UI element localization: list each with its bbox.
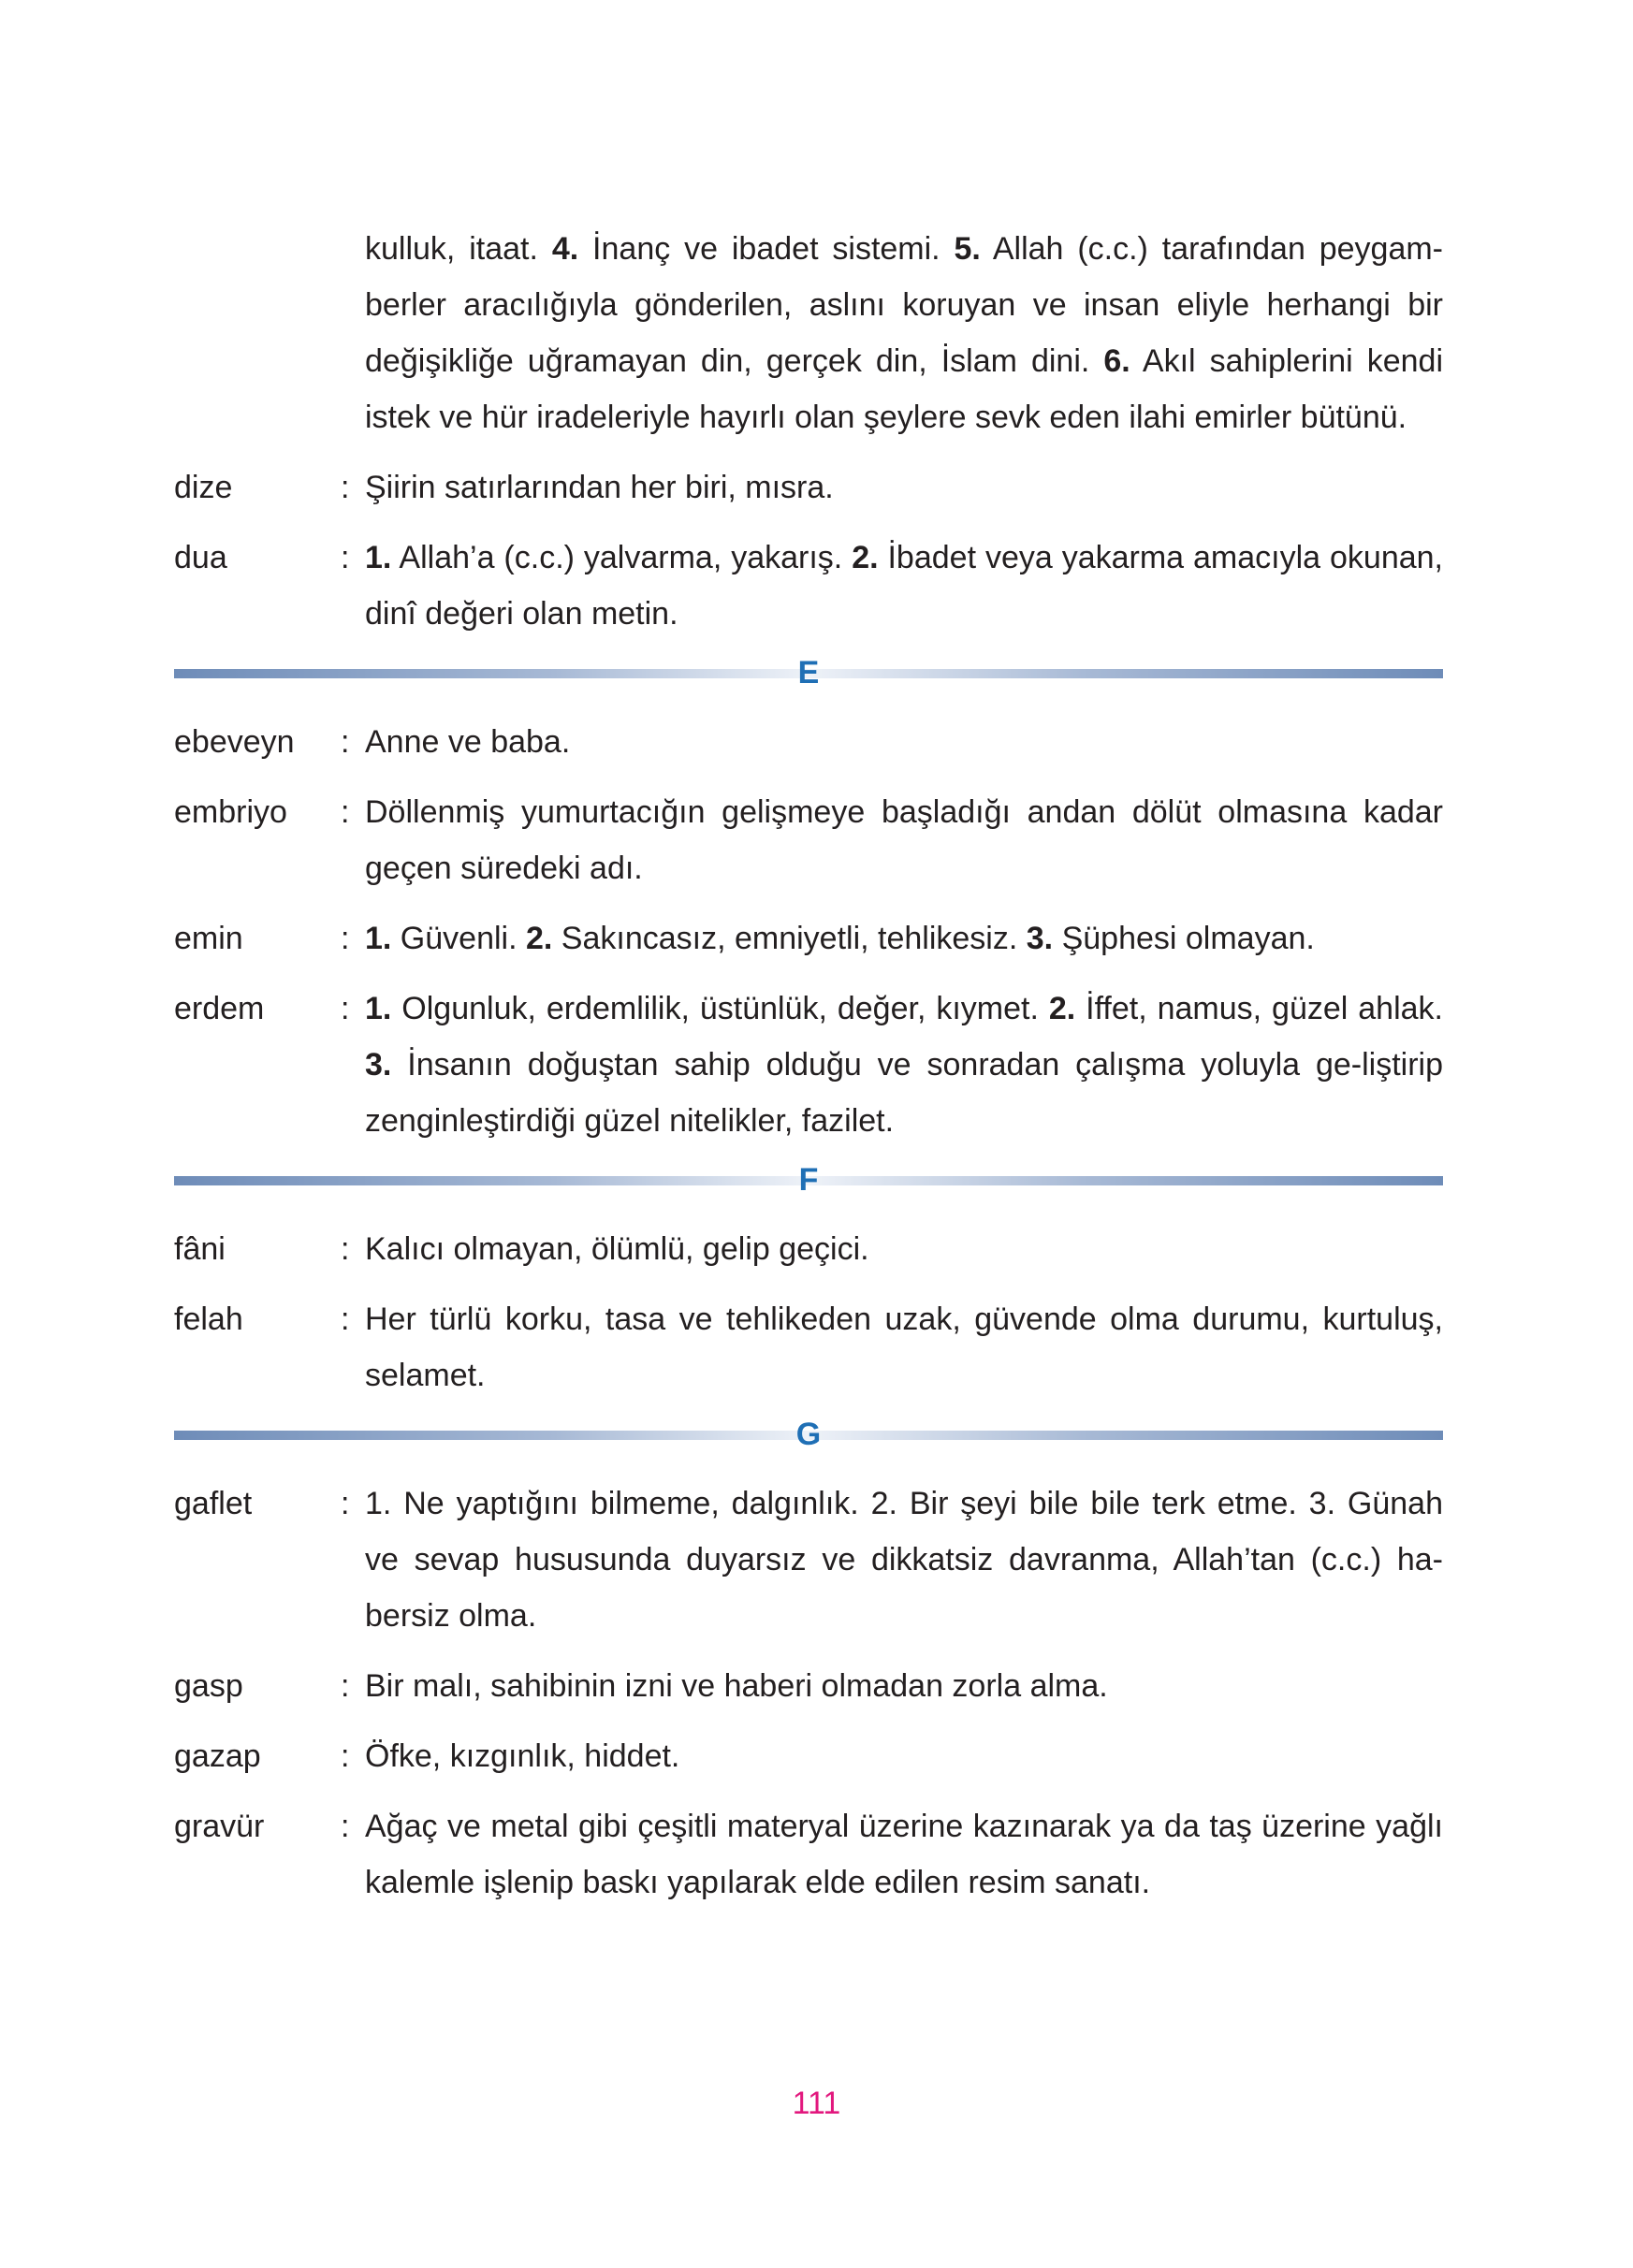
glossary-entry <box>174 784 1443 896</box>
section-letter: E <box>797 655 820 691</box>
continued-entry <box>174 221 1443 445</box>
entry-colon: : <box>341 470 350 505</box>
entry-colon: : <box>341 991 350 1026</box>
entry-term: gaflet <box>174 1486 253 1521</box>
glossary-entry <box>174 530 1443 642</box>
glossary-entry <box>174 910 1443 967</box>
entry-term: erdem <box>174 991 265 1026</box>
entry-colon: : <box>341 1231 350 1267</box>
section-divider-f <box>174 1163 1443 1200</box>
entry-definition: Öfke, kızgınlık, hiddet. <box>365 1738 680 1774</box>
entry-colon: : <box>341 1668 350 1704</box>
section-letter: F <box>798 1162 819 1198</box>
entry-definition: Anne ve baba. <box>365 724 571 760</box>
entry-term: dize <box>174 470 233 505</box>
continued-definition: kulluk, itaat. 4. İnanç ve ibadet sistemi. 5. Allah (c.c.) tarafından peygam-berler aracılığıyla gönderilen, aslını koruyan ve insan eliyle herhangi bir değişikliğe uğramayan din, gerçek din, İslam dini. 6. Akıl sahiplerini kendi istek ve hür iradeleriyle hayırlı olan şeylere sevk eden ilahi emirler bütünü. <box>365 231 1443 435</box>
entry-definition: 1. Allah’a (c.c.) yalvarma, yakarış. 2. İbadet veya yakarma amacıyla okunan, dinî değeri olan metin. <box>365 540 1443 632</box>
entry-term: felah <box>174 1301 243 1337</box>
entry-colon: : <box>341 1301 350 1337</box>
glossary-entry <box>174 1221 1443 1277</box>
glossary-entry <box>174 459 1443 516</box>
entry-colon: : <box>341 1738 350 1774</box>
entry-term: gravür <box>174 1809 265 1844</box>
entry-colon: : <box>341 724 350 760</box>
glossary-entry <box>174 981 1443 1149</box>
section-divider-g <box>174 1418 1443 1455</box>
glossary-entry <box>174 1658 1443 1714</box>
entry-term: fâni <box>174 1231 226 1267</box>
glossary-entry <box>174 714 1443 770</box>
entry-term: embriyo <box>174 794 287 830</box>
page-number: 111 <box>792 2086 841 2121</box>
entry-definition: Şiirin satırlarından her biri, mısra. <box>365 470 834 505</box>
entry-definition: 1. Olgunluk, erdemlilik, üstünlük, değer, kıymet. 2. İffet, namus, güzel ahlak. 3. İnsanın doğuştan sahip olduğu ve sonradan çalışma yoluyla ge-liştirip zenginleştirdiği güzel nitelikler, fazilet. <box>365 991 1443 1139</box>
entry-colon: : <box>341 794 350 830</box>
entry-term: emin <box>174 921 243 956</box>
entry-definition: Döllenmiş yumurtacığın gelişmeye başladığı andan dölüt olmasına kadar geçen süredeki adı. <box>365 794 1443 886</box>
entry-colon: : <box>341 1809 350 1844</box>
entry-definition: Bir malı, sahibinin izni ve haberi olmadan zorla alma. <box>365 1668 1108 1704</box>
entry-definition: 1. Güvenli. 2. Sakıncasız, emniyetli, tehlikesiz. 3. Şüphesi olmayan. <box>365 921 1315 956</box>
section-letter: G <box>795 1417 822 1452</box>
entry-colon: : <box>341 1486 350 1521</box>
glossary-entry <box>174 1476 1443 1644</box>
entry-term: dua <box>174 540 227 575</box>
entry-definition: Her türlü korku, tasa ve tehlikeden uzak, güvende olma durumu, kurtuluş, selamet. <box>365 1301 1443 1393</box>
entry-term: ebeveyn <box>174 724 295 760</box>
glossary-entry <box>174 1798 1443 1911</box>
entry-term: gasp <box>174 1668 243 1704</box>
glossary-entry <box>174 1291 1443 1403</box>
entry-definition: Ağaç ve metal gibi çeşitli materyal üzerine kazınarak ya da taş üzerine yağlı kalemle işlenip baskı yapılarak elde edilen resim sanatı. <box>365 1809 1443 1900</box>
glossary-content <box>174 221 1443 1925</box>
entry-colon: : <box>341 540 350 575</box>
entry-term: gazap <box>174 1738 261 1774</box>
section-divider-e <box>174 656 1443 693</box>
entry-definition: Kalıcı olmayan, ölümlü, gelip geçici. <box>365 1231 869 1267</box>
glossary-entry <box>174 1728 1443 1784</box>
entry-colon: : <box>341 921 350 956</box>
entry-definition: 1. Ne yaptığını bilmeme, dalgınlık. 2. Bir şeyi bile bile terk etme. 3. Günah ve sevap hususunda duyarsız ve dikkatsiz davranma, Allah’tan (c.c.) ha-bersiz olma. <box>365 1486 1443 1634</box>
